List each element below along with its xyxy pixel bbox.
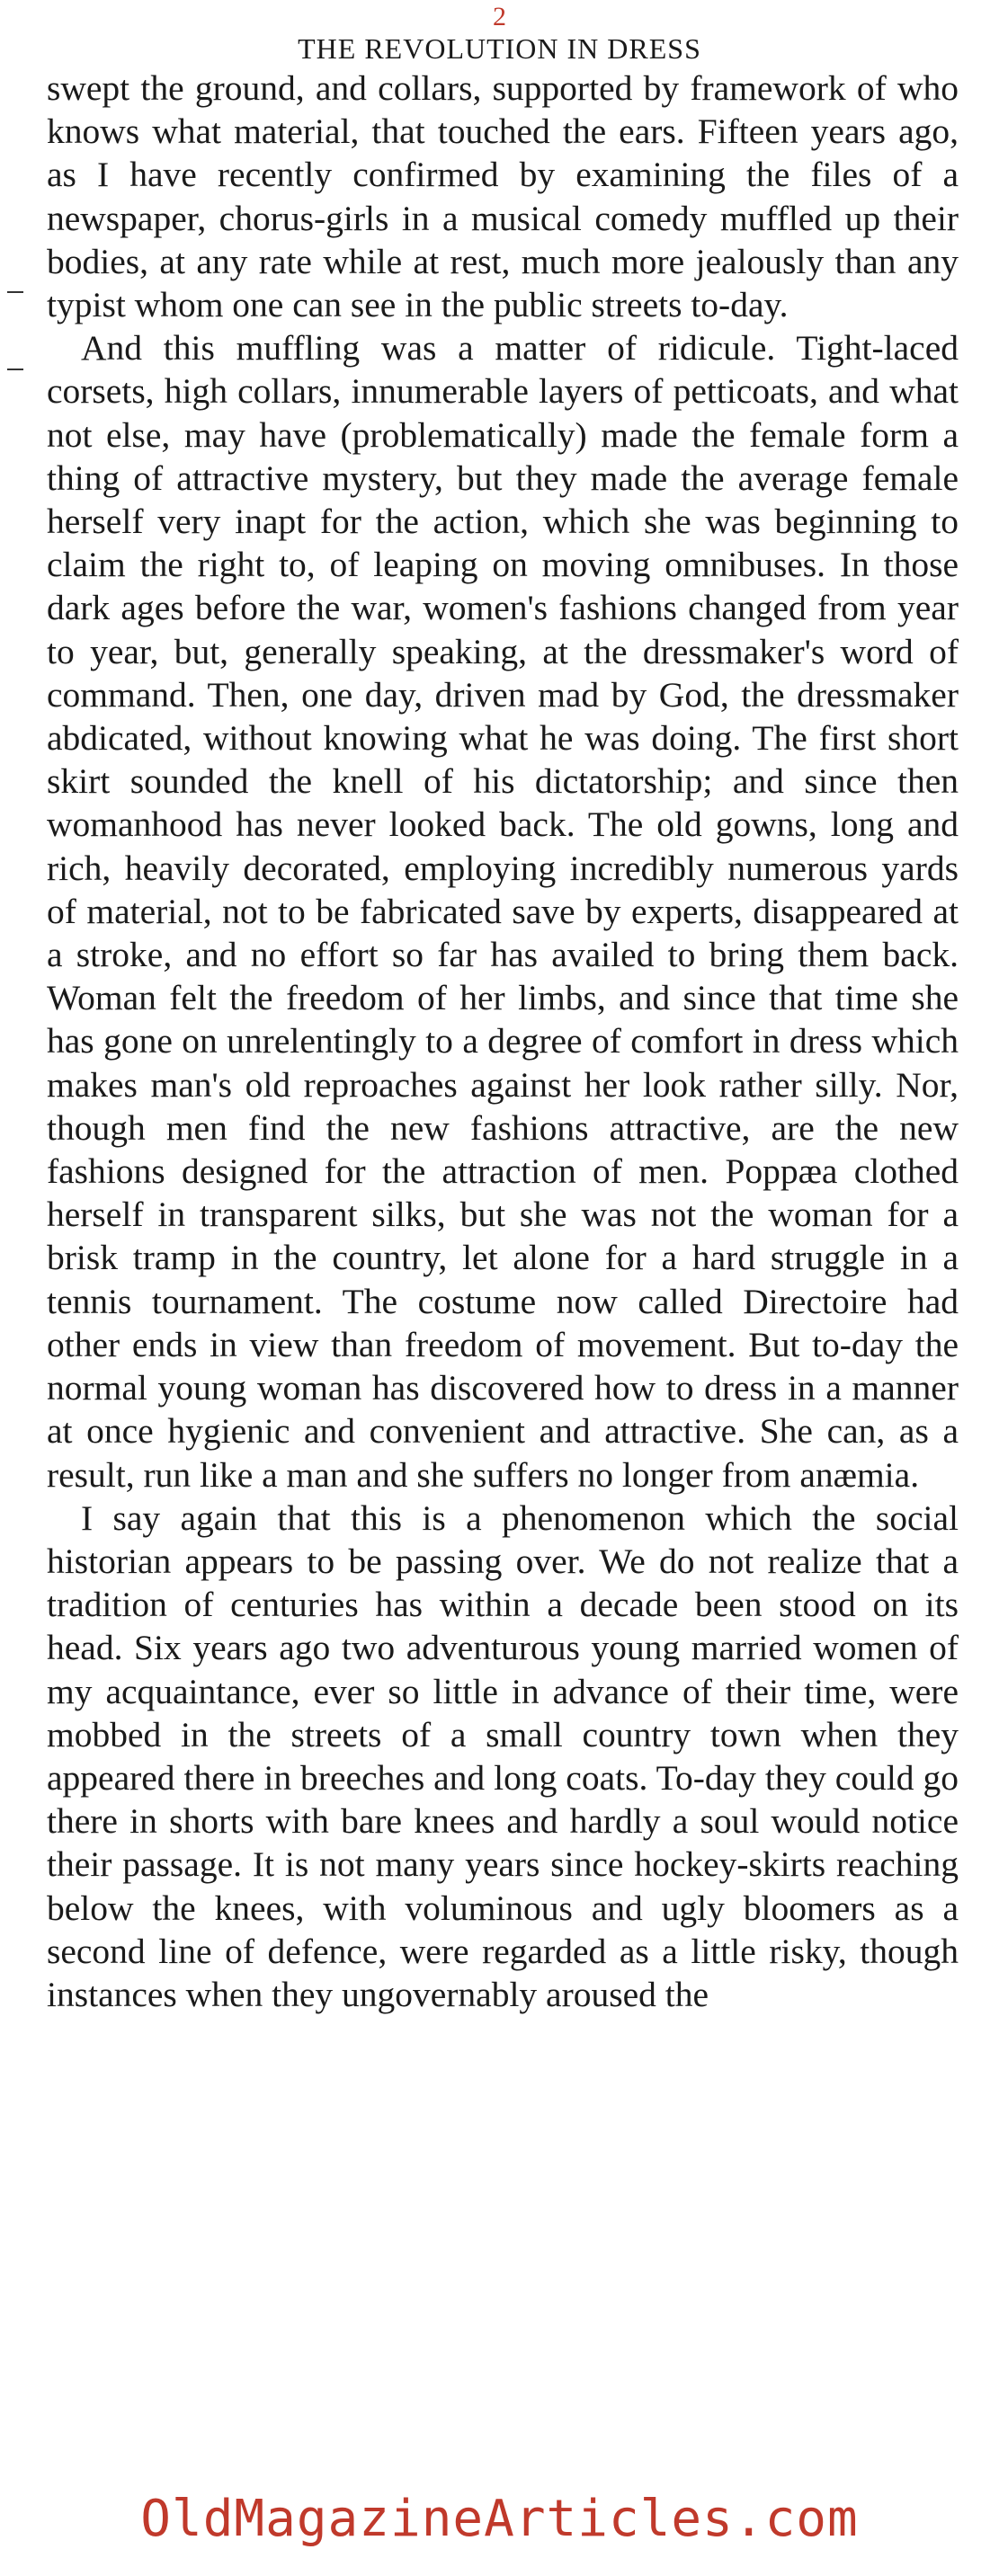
paragraph: And this muffling was a matter of ridicule. Tight-laced corsets, high collars, innumerable layers of petticoats, and what not else, may have (problematically) made the female form a thing of attractive mystery, but they made the average female herself very inapt for the action, which she was beginning to claim the right to, of leaping on moving omnibuses. In those dark ages before the war, women's fashions changed from year to year, but, generally speaking, at the dressmaker's word of command. Then, one day, driven mad by God, the dressmaker abdicated, without knowing what he was doing. The first short skirt sounded the knell of his dictatorship; and since then womanhood has never looked back. The old gowns, long and rich, heavily decorated, employing incredibly numerous yards of material, not to be fabricated save by experts, disappeared at a stroke, and no effort so far has availed to bring them back. Woman felt the freedom of her limbs, and since that time she has gone on unrelentingly to a degree of comfort in dress which makes man's old reproaches against her look rather silly. Nor, though men find the new fashions attractive, are the new fashions designed for the attraction of men. Poppæa clothed herself in transparent silks, but she was not the woman for a brisk tramp in the country, let alone for a hard struggle in a tennis tournament. The costume now called Directoire had other ends in view than freedom of movement. But to-day the normal young woman has discovered how to dress in a manner at once hygienic and convenient and attractive. She can, as a result, run like a man and she suffers no longer from anæmia. [47, 328, 959, 1495]
paragraph: swept the ground, and collars, supported by framework of who knows what material, that touched the ears. Fifteen years ago, as I have recently confirmed by examining the files of a newspaper, chorus-girls in a musical comedy muffled up their bodies, at any rate while at rest, much more jealously than any typist whom one can see in the public streets to-day. [47, 68, 959, 325]
paragraph: I say again that this is a phenomenon which the social historian appears to be passing over. We do not realize that a tradition of centuries has within a decade been stood on its head. Six years ago two adventurous young married women of my acquaintance, ever so little in advance of their time, were mobbed in the streets of a small country town when they appeared there in breeches and long coats. To-day they could go there in shorts with bare knees and hardly a soul would notice their passage. It is not many years since hockey-skirts reaching below the knees, with voluminous and ugly bloomers as a second line of defence, were regarded as a little risky, though instances when they ungovernably aroused the [47, 1497, 959, 2014]
article-body [47, 67, 959, 2016]
margin-mark [7, 369, 23, 370]
site-logo-link[interactable]: OldMagazineArticles.com [140, 2490, 859, 2548]
margin-mark [7, 291, 23, 293]
page-number: 2 [493, 2, 506, 31]
running-head: THE REVOLUTION IN DRESS [298, 32, 701, 65]
